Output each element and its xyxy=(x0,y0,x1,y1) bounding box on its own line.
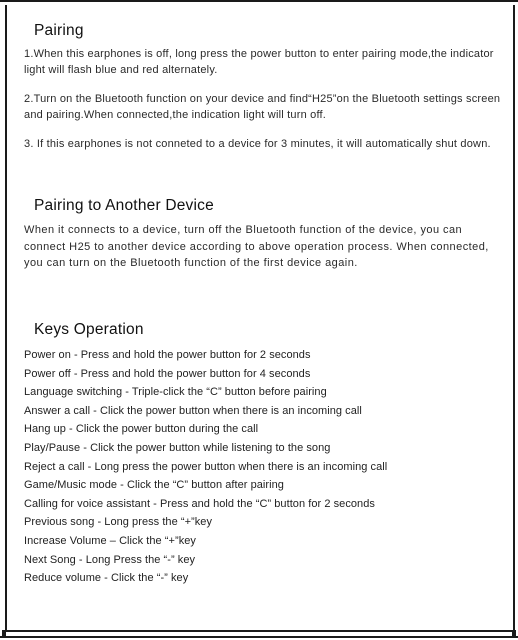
key-item-reject-call: Reject a call - Long press the power button when there is an incoming call xyxy=(24,460,388,473)
key-item-game-music-mode: Game/Music mode - Click the “C” button after pairing xyxy=(24,479,284,492)
key-item-play-pause: Play/Pause - Click the power button while listening to the song xyxy=(24,441,331,454)
pairing-step-1: 1.When this earphones is off, long press the power button to enter pairing mode,the indicator light will flash blue and red alternately. xyxy=(24,48,494,76)
key-item-increase-volume: Increase Volume – Click the “+”key xyxy=(24,534,196,547)
key-item-reduce-volume: Reduce volume - Click the “-” key xyxy=(24,572,189,585)
pairing-heading: Pairing xyxy=(34,22,84,39)
bottom-border xyxy=(0,636,518,638)
key-item-next-song: Next Song - Long Press the “-” key xyxy=(24,553,196,566)
pairing-step-2: 2.Turn on the Bluetooth function on your device and find“H25”on the Bluetooth settings screen and pairing.When connected,the indication light will turn off. xyxy=(24,93,501,121)
key-item-hang-up: Hang up - Click the power button during the call xyxy=(24,423,259,436)
another-device-heading: Pairing to Another Device xyxy=(34,197,214,214)
top-border xyxy=(0,0,518,2)
key-item-power-off: Power off - Press and hold the power button for 4 seconds xyxy=(24,367,311,380)
key-item-voice-assistant: Calling for voice assistant - Press and hold the “C” button for 2 seconds xyxy=(24,497,375,510)
pairing-step-3: 3. If this earphones is not conneted to a device for 3 minutes, it will automatically shut down. xyxy=(24,138,491,150)
key-item-answer-call: Answer a call - Click the power button when there is an incoming call xyxy=(24,404,362,417)
keys-list xyxy=(24,346,504,588)
key-item-power-on: Power on - Press and hold the power button for 2 seconds xyxy=(24,349,311,361)
keys-operation-heading: Keys Operation xyxy=(34,321,144,338)
key-item-previous-song: Previous song - Long press the “+”key xyxy=(24,516,213,529)
another-device-text: When it connects to a device, turn off the Bluetooth function of the device, you can connect H25 to another device according to above operation process. When connected, you can turn on the Bluetooth function of the first device again. xyxy=(24,224,489,269)
key-item-language-switching: Language switching - Triple-click the “C” button before pairing xyxy=(24,386,327,399)
